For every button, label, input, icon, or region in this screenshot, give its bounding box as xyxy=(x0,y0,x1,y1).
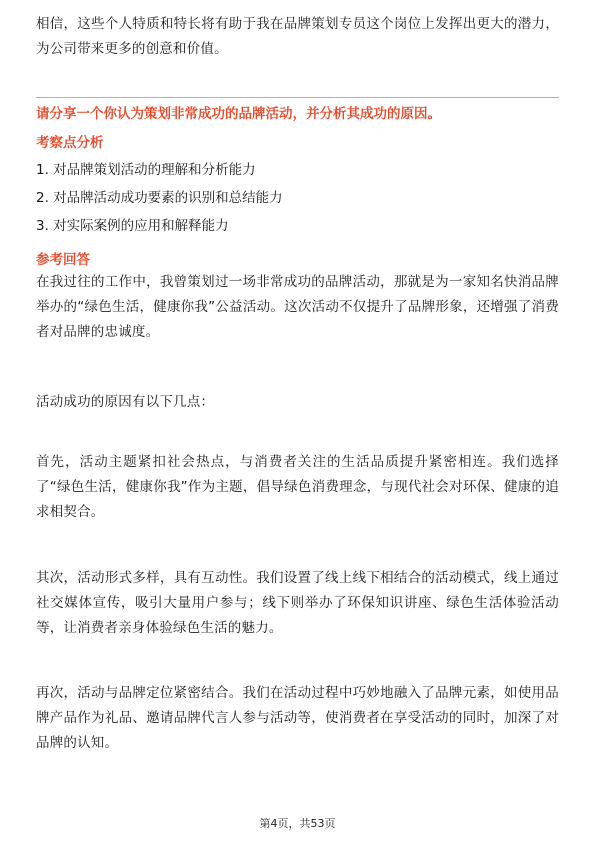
answer-title: 参考回答 xyxy=(36,252,90,268)
analysis-item: 1. 对品牌策划活动的理解和分析能力 xyxy=(36,162,256,178)
answer-paragraph: 首先，活动主题紧扣社会热点，与消费者关注的生活品质提升紧密相连。我们选择了“绿色生活，健康你我”作为主题，倡导绿色消费理念，与现代社会对环保、健康的追求相契合。 xyxy=(36,454,559,520)
analysis-item: 2. 对品牌活动成功要素的识别和总结能力 xyxy=(36,190,283,206)
answer-paragraph: 活动成功的原因有以下几点： xyxy=(36,394,215,410)
question-heading: 请分享一个你认为策划非常成功的品牌活动，并分析其成功的原因。 xyxy=(36,106,441,122)
analysis-title: 考察点分析 xyxy=(36,135,104,151)
page-number: 第4页，共53页 xyxy=(259,817,336,830)
answer-paragraph: 再次，活动与品牌定位紧密结合。我们在活动过程中巧妙地融入了品牌元素，如使用品牌产品作为礼品、邀请品牌代言人参与活动等，使消费者在享受活动的同时，加深了对品牌的认知。 xyxy=(36,685,559,751)
intro-paragraph: 相信，这些个人特质和特长将有助于我在品牌策划专员这个岗位上发挥出更大的潜力，为公司带来更多的创意和价值。 xyxy=(36,16,559,57)
answer-paragraph: 在我过往的工作中，我曾策划过一场非常成功的品牌活动，那就是为一家知名快消品牌举办的“绿色生活，健康你我”公益活动。这次活动不仅提升了品牌形象，还增强了消费者对品牌的忠诚度。 xyxy=(36,274,559,340)
section-divider xyxy=(36,97,559,98)
answer-paragraph: 其次，活动形式多样，具有互动性。我们设置了线上线下相结合的活动模式，线上通过社交媒体宣传，吸引大量用户参与；线下则举办了环保知识讲座、绿色生活体验活动等，让消费者亲身体验绿色生活的魅力。 xyxy=(36,570,559,636)
analysis-item: 3. 对实际案例的应用和解释能力 xyxy=(36,218,229,234)
